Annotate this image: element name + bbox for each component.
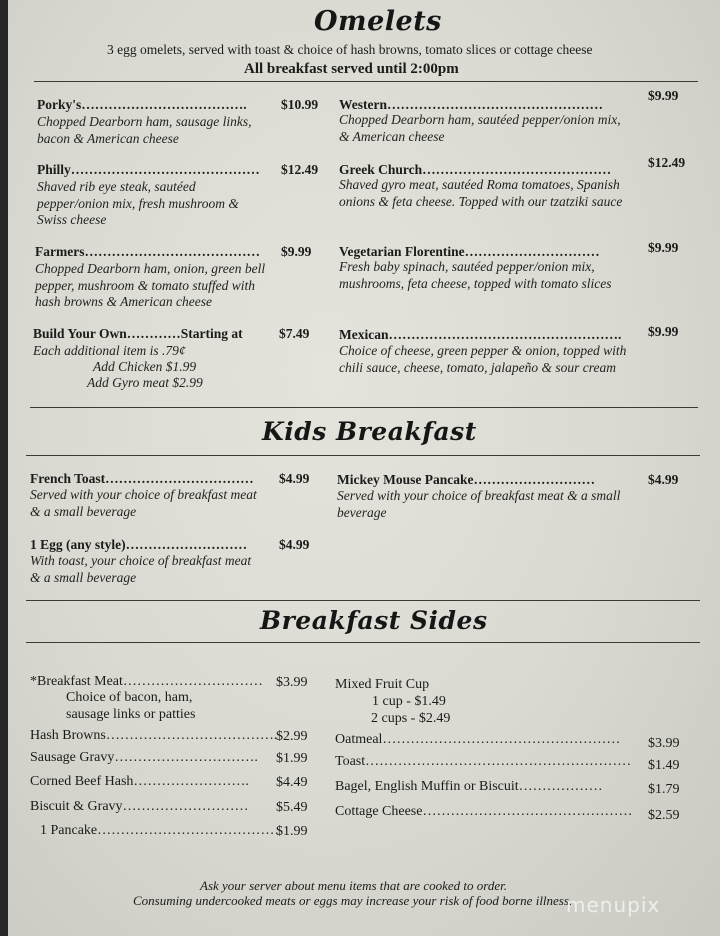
item-name: Vegetarian Florentine………………………… — [339, 244, 600, 259]
divider — [26, 600, 700, 601]
divider — [26, 642, 700, 643]
side-name: Bagel, English Muffin or Biscuit……………… — [335, 779, 603, 794]
item-name: Philly…………………………………… — [37, 162, 260, 177]
side-price: $1.99 — [276, 824, 308, 839]
item-price: $9.99 — [648, 240, 679, 255]
side-price: $3.99 — [276, 675, 308, 690]
item-name: 1 Egg (any style)……………………… — [30, 537, 248, 552]
side-price: $3.99 — [648, 736, 680, 751]
side-note: Choice of bacon, ham, — [66, 690, 193, 705]
side-price: $2.59 — [648, 808, 680, 823]
side-price: $1.99 — [276, 751, 308, 766]
item-description: Chopped Dearborn ham, sautéed pepper/onion mix, & American cheese — [339, 112, 621, 144]
omelets-subtitle: 3 egg omelets, served with toast & choice of hash browns, tomato slices or cottage cheese — [107, 42, 593, 57]
item-name: Mexican……………………………………………. — [339, 327, 622, 342]
item-name: French Toast…………………………… — [30, 471, 254, 486]
item-name: Farmers………………………………… — [35, 244, 260, 259]
item-description: Chopped Dearborn ham, onion, green bell pepper, mushroom & tomato stuffed with hash browns & American cheese — [35, 261, 266, 309]
side-price: $1.49 — [648, 758, 680, 773]
item-description: Served with your choice of breakfast meat & a small beverage — [337, 488, 621, 520]
side-name: Biscuit & Gravy……………………… — [30, 799, 249, 814]
side-name: Mixed Fruit Cup — [335, 677, 430, 692]
item-description: Chopped Dearborn ham, sausage links, bacon & American cheese — [37, 114, 252, 146]
item-name: Greek Church…………………………………… — [339, 162, 612, 177]
item-price: $4.99 — [279, 471, 310, 486]
item-name: Porky's………………………………. — [37, 97, 247, 112]
item-description: Shaved gyro meat, sautéed Roma tomatoes, Spanish onions & feta cheese. Topped with our tzatziki sauce — [339, 177, 623, 209]
side-name: Sausage Gravy…………………………. — [30, 750, 258, 765]
side-note: sausage links or patties — [66, 707, 196, 722]
item-description: With toast, your choice of breakfast meat & a small beverage — [30, 553, 252, 585]
side-option: 2 cups - $2.49 — [371, 711, 451, 726]
footer-undercooked-warning: Consuming undercooked meats or eggs may increase your risk of food borne illness. — [133, 893, 573, 908]
item-price: $4.99 — [648, 472, 679, 487]
omelets-title: Omelets — [314, 6, 442, 37]
item-description: Choice of cheese, green pepper & onion, topped with chili sauce, cheese, tomato, jalapeño & sour cream — [339, 343, 627, 375]
side-price: $5.49 — [276, 800, 308, 815]
item-name: Build Your Own…………Starting at — [33, 326, 243, 341]
footer-cooked-to-order-note: Ask your server about menu items that are cooked to order. — [200, 878, 508, 893]
item-description: Each additional item is .79¢ — [33, 343, 186, 358]
kids-breakfast-title: Kids Breakfast — [262, 417, 477, 446]
side-price: $2.99 — [276, 729, 308, 744]
side-name: Cottage Cheese……………………………………… — [335, 804, 633, 819]
item-price: $12.49 — [648, 155, 686, 170]
side-price: $1.79 — [648, 782, 680, 797]
item-price: $9.99 — [648, 88, 679, 103]
breakfast-sides-title: Breakfast Sides — [260, 606, 488, 635]
item-price: $4.99 — [279, 537, 310, 552]
item-description: Fresh baby spinach, sautéed pepper/onion mix, mushrooms, feta cheese, topped with tomato slices — [339, 259, 612, 291]
side-price: $4.49 — [276, 775, 308, 790]
side-name: Corned Beef Hash……………………. — [30, 774, 249, 789]
divider — [26, 455, 700, 456]
item-price: $12.49 — [281, 162, 319, 177]
item-addon: Add Gyro meat $2.99 — [87, 375, 203, 390]
item-description: Shaved rib eye steak, sautéed pepper/onion mix, fresh mushroom & Swiss cheese — [37, 179, 239, 227]
side-name: Toast………………………………………………… — [335, 754, 632, 769]
item-price: $7.49 — [279, 326, 310, 341]
item-description: Served with your choice of breakfast meat & a small beverage — [30, 487, 257, 519]
watermark-logo: menupix — [566, 893, 661, 917]
item-name: Western………………………………………… — [339, 97, 603, 112]
side-name: *Breakfast Meat………………………… — [30, 674, 263, 689]
item-price: $10.99 — [281, 97, 319, 112]
divider — [30, 407, 698, 408]
menu-page — [8, 0, 720, 936]
item-addon: Add Chicken $1.99 — [93, 359, 197, 374]
side-name: Oatmeal…………………………………………… — [335, 732, 621, 747]
item-price: $9.99 — [281, 244, 312, 259]
side-name: Hash Browns………………………………. — [30, 728, 278, 743]
side-option: 1 cup - $1.49 — [372, 694, 446, 709]
item-name: Mickey Mouse Pancake……………………… — [337, 472, 595, 487]
divider — [34, 81, 698, 82]
breakfast-hours-note: All breakfast served until 2:00pm — [244, 61, 459, 77]
item-price: $9.99 — [648, 324, 679, 339]
side-name: 1 Pancake………………………………… — [40, 823, 280, 838]
